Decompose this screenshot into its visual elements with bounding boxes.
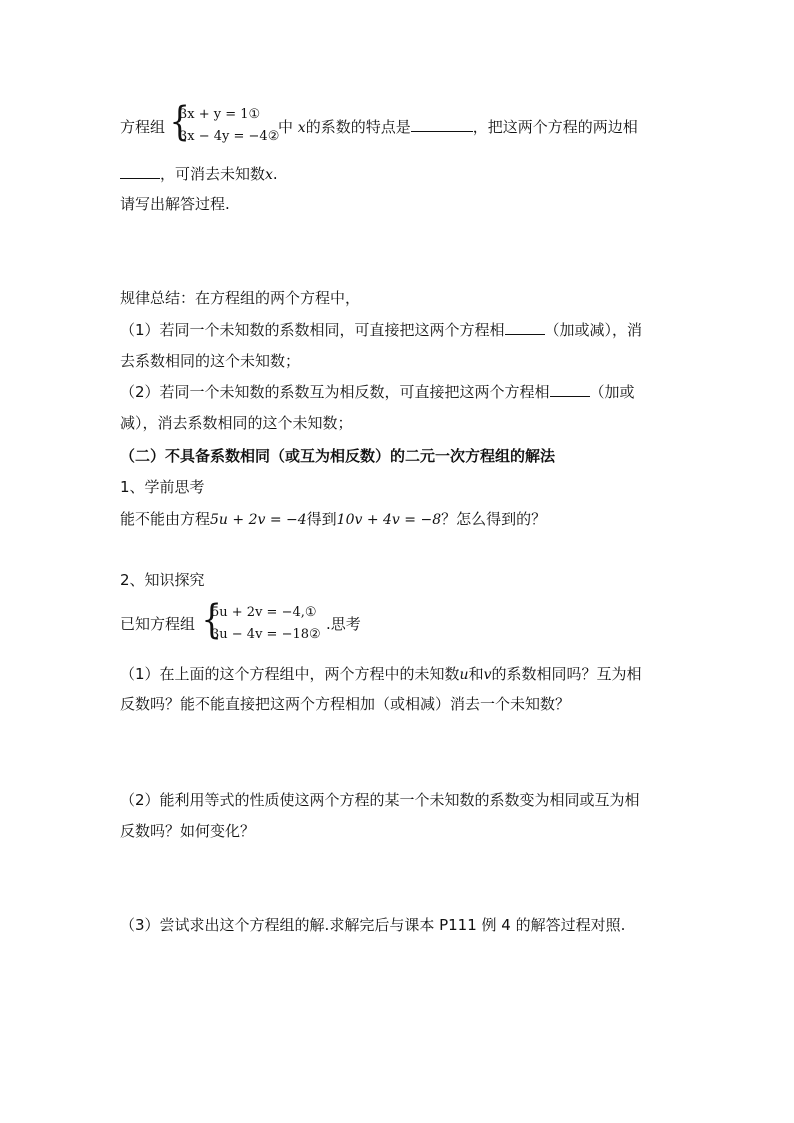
subsection-pre-thinking: 1、学前思考	[120, 478, 205, 496]
q1-text-line2	[120, 164, 278, 185]
equation-system-1	[167, 99, 280, 148]
q1-line2-var: x	[265, 167, 273, 183]
part1-and: 和	[468, 665, 484, 683]
system2-eq1: 5u + 2v = −4,①	[211, 605, 317, 620]
question-text-b: 得到	[306, 510, 337, 528]
q1-mid2: 的系数的特点是	[305, 118, 411, 136]
equation-5u-2v: 5u + 2v = −4	[210, 512, 307, 528]
part1-line1	[120, 664, 642, 685]
var-v: v	[483, 667, 492, 683]
summary-rule2-line2: 减），消去系数相同的这个未知数；	[120, 414, 353, 432]
section2-heading: （二）不具备系数相同（或互为相反数）的二元一次方程组的解法	[120, 447, 556, 465]
system1-eq2: 3x − 4y = −4②	[179, 129, 280, 144]
rule2-text-b: （加或	[589, 383, 635, 401]
blank-coefficient-feature[interactable]	[411, 117, 473, 132]
system2-eq2: 3u − 4v = −18②	[211, 627, 321, 642]
part2-line2: 反数吗？如何变化？	[120, 822, 256, 840]
part1-line2: 反数吗？能不能直接把这两个方程相加（或相减）消去一个未知数？	[120, 695, 571, 713]
summary-title: 规律总结：在方程组的两个方程中，	[120, 289, 361, 307]
rule1-text-a: （1）若同一个未知数的系数相同，可直接把这两个方程相	[120, 321, 505, 339]
q1-prefix: 方程组	[120, 118, 166, 136]
summary-rule1-line1	[120, 320, 642, 340]
blank-rule2[interactable]	[550, 382, 590, 397]
question-text-a: 能不能由方程	[120, 510, 211, 528]
known-suffix: .思考	[326, 615, 361, 633]
known-prefix: 已知方程组	[120, 615, 196, 633]
equation-system-2	[199, 597, 329, 646]
part1-text-a: （1）在上面的这个方程组中，两个方程中的未知数	[120, 665, 460, 683]
pre-thinking-question	[120, 509, 546, 530]
system1-eq1: 3x + y = 1①	[179, 107, 261, 122]
summary-rule2-line1	[120, 382, 635, 402]
blank-add-or-subtract[interactable]	[120, 164, 160, 179]
left-brace-2: {	[201, 597, 222, 643]
q1-instruction: 请写出解答过程.	[120, 195, 230, 213]
q1-mid1: 中	[278, 118, 294, 136]
part3-line: （3）尝试求出这个方程组的解.求解完后与课本 P111 例 4 的解答过程对照.	[120, 916, 626, 934]
subsection-knowledge-explore: 2、知识探究	[120, 571, 205, 589]
rule1-text-b: （加或减），消	[544, 321, 643, 339]
var-u: u	[459, 667, 469, 683]
blank-rule1[interactable]	[505, 320, 545, 335]
q1-var: x	[297, 120, 306, 136]
left-brace: {	[169, 99, 190, 145]
question-text-c: ？怎么得到的？	[441, 510, 547, 528]
rule2-text-a: （2）若同一个未知数的系数互为相反数，可直接把这两个方程相	[120, 383, 550, 401]
equation-10v-4v: 10v + 4v = −8	[336, 512, 442, 528]
part2-line1: （2）能利用等式的性质使这两个方程的某一个未知数的系数变为相同或互为相	[120, 791, 640, 809]
q1-text-line1	[278, 117, 638, 138]
summary-rule1-line2: 去系数相同的这个未知数；	[120, 352, 301, 370]
q1-line2-end: .	[272, 165, 278, 183]
part1-text-b: 的系数相同吗？互为相	[491, 665, 642, 683]
q1-line2-text: ，可消去未知数	[160, 165, 266, 183]
q1-mid3: ，把这两个方程的两边相	[472, 118, 638, 136]
